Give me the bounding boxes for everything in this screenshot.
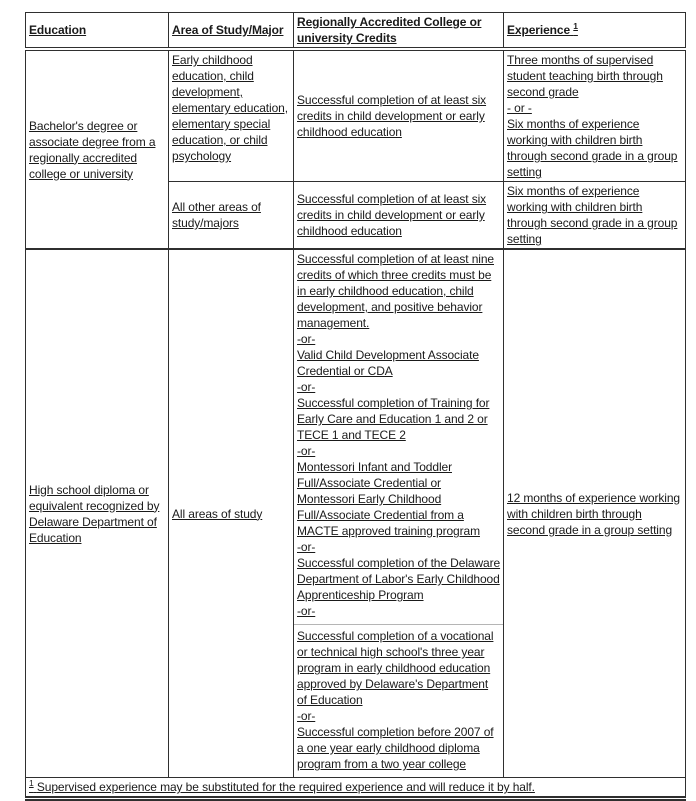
- col-header-education-label: Education: [29, 23, 87, 37]
- cell-high-school-education: High school diploma or equivalent recognized by Delaware Department of Education: [26, 249, 169, 778]
- or-separator: -or-: [297, 332, 316, 346]
- col-header-area-of-study-label: Area of Study/Major: [172, 23, 284, 37]
- credits-options-group-1: [294, 250, 503, 625]
- credits-option-apprenticeship: Successful completion of the Delaware Department of Labor's Early Childhood Apprenticeship Program: [297, 556, 501, 602]
- footnote-marker: 1: [29, 778, 34, 788]
- cell-bachelor-experience-specific: [504, 49, 686, 182]
- experience-option-student-teaching: Three months of supervised student teaching birth through second grade: [507, 53, 663, 99]
- col-header-education: [26, 13, 169, 50]
- experience-option-six-months: Six months of experience working with children birth through second grade in a group setting: [507, 117, 678, 179]
- header-row: [26, 13, 686, 50]
- credits-option-tece: Successful completion of Training for Early Care and Education 1 and 2 or TECE 1 and TECE 2: [297, 396, 490, 442]
- or-separator: -or-: [297, 604, 316, 618]
- cell-high-school-area: All areas of study: [169, 249, 294, 778]
- or-separator: - or -: [507, 101, 532, 115]
- col-header-credits-label: Regionally Accredited College or university Credits: [297, 15, 482, 45]
- or-separator: -or-: [297, 444, 316, 458]
- credits-options-group-2: [294, 625, 503, 777]
- cell-high-school-experience: 12 months of experience working with children birth through second grade in a group setting: [504, 249, 686, 778]
- credits-option-cda: Valid Child Development Associate Credential or CDA: [297, 348, 479, 378]
- credits-option-vocational: Successful completion of a vocational or technical high school's three year program in early childhood education approved by Delaware's Department of Education: [297, 629, 494, 707]
- cell-bachelor-credits-specific: Successful completion of at least six credits in child development or early childhood education: [294, 49, 504, 182]
- cell-bachelor-area-other: All other areas of study/majors: [169, 182, 294, 250]
- cell-bachelor-credits-other: Successful completion of at least six credits in child development or early childhood education: [294, 182, 504, 250]
- cell-bachelor-education: Bachelor's degree or associate degree from a regionally accredited college or university: [26, 49, 169, 249]
- or-separator: -or-: [297, 540, 316, 554]
- col-header-credits: [294, 13, 504, 50]
- cell-bachelor-experience-other: Six months of experience working with children birth through second grade in a group setting: [504, 182, 686, 250]
- eligibility-requirements-table: [25, 12, 686, 801]
- table-row-bachelor-major-specific: [26, 49, 686, 182]
- cell-bachelor-area-specific: Early childhood education, child development, elementary education, elementary special education, or child psychology: [169, 49, 294, 182]
- experience-footnote-marker: 1: [573, 21, 578, 31]
- credits-option-nine-credits: Successful completion of at least nine credits of which three credits must be in early childhood education, child development, and positive behavior management.: [297, 252, 494, 330]
- credits-option-one-year-diploma: Successful completion before 2007 of a one year early childhood diploma program from a two year college: [297, 725, 494, 771]
- qualification-table-sheet: [25, 12, 686, 801]
- col-header-experience-label: Experience: [507, 23, 571, 37]
- footnote-row: [26, 778, 686, 799]
- col-header-area-of-study: [169, 13, 294, 50]
- cell-high-school-credits: [294, 249, 504, 778]
- footnote-text: Supervised experience may be substituted for the required experience and will reduce it by half.: [36, 780, 535, 794]
- credits-option-montessori: Montessori Infant and Toddler Full/Associate Credential or Montessori Early Childhood Full/Associate Credential from a MACTE approved training program: [297, 460, 480, 538]
- col-header-experience: [504, 13, 686, 50]
- table-row-high-school: [26, 249, 686, 778]
- footnote-cell: [26, 778, 686, 799]
- or-separator: -or-: [297, 709, 316, 723]
- or-separator: -or-: [297, 380, 316, 394]
